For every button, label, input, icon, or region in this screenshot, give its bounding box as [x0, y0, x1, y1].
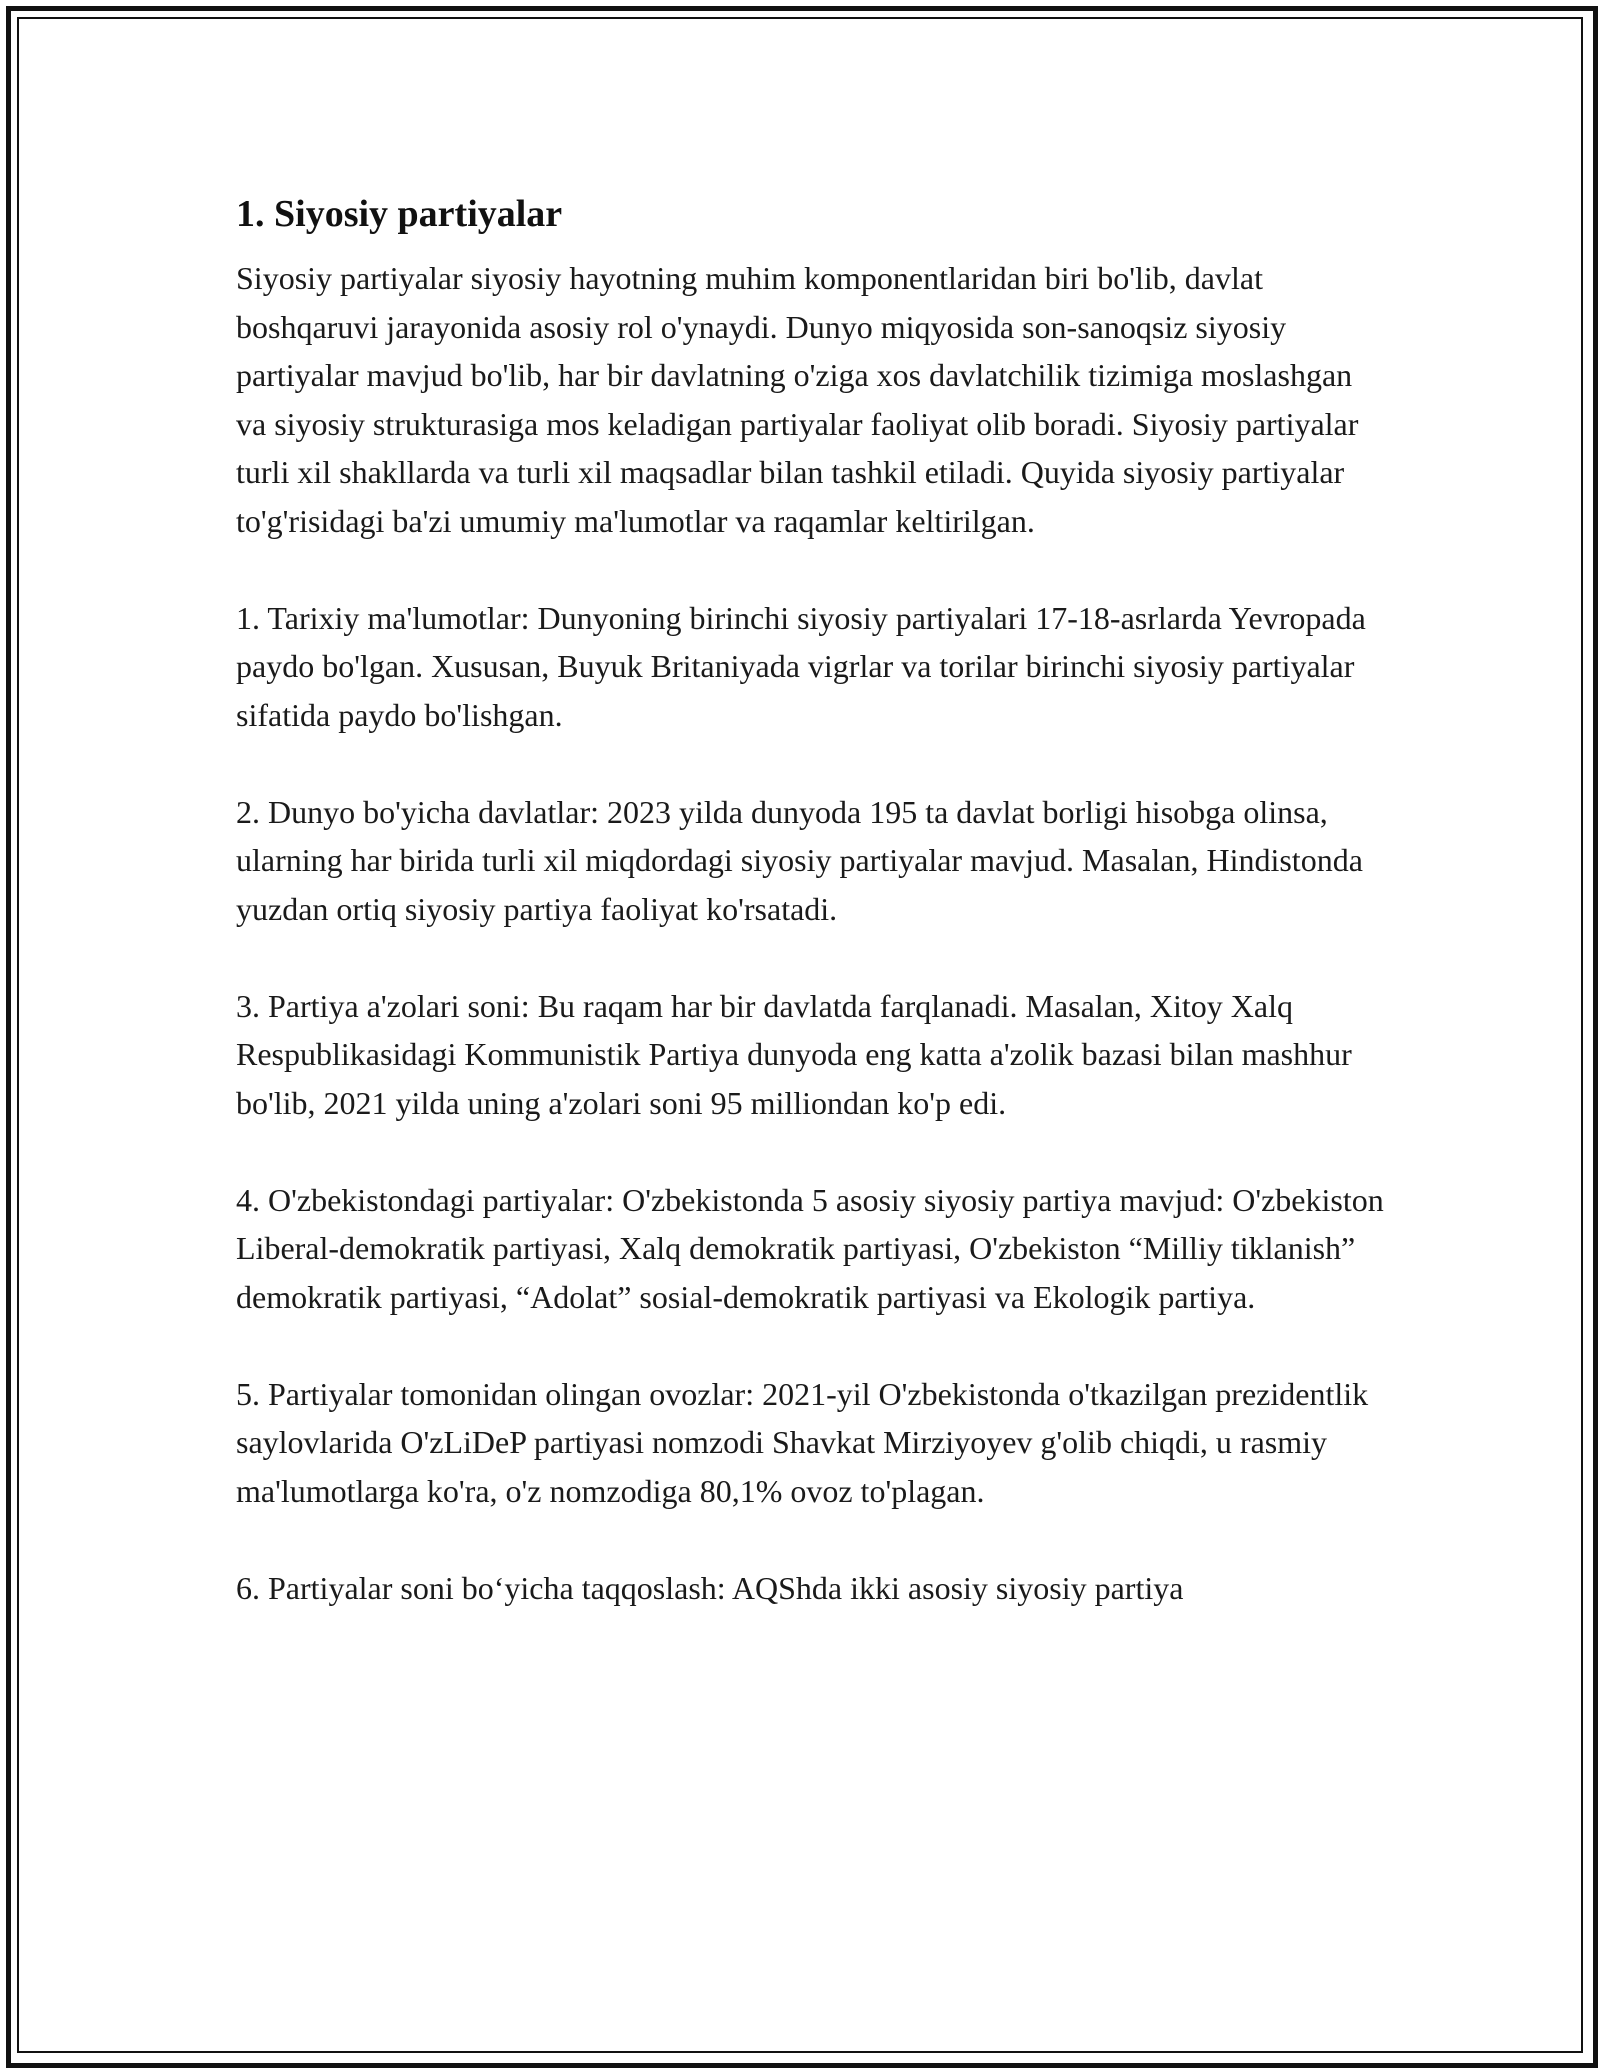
paragraph-uzbekistan-parties: 4. O'zbekistondagi partiyalar: O'zbekistonda 5 asosiy siyosiy partiya mavjud: O'zbekiston Liberal-demokratik partiyasi, Xalq demokratik partiyasi, O'zbekiston “Milliy tiklanish” demokratik partiyasi, “Adolat” sosial-demokratik partiyasi va Ekologik partiya.	[236, 1181, 1384, 1315]
section-heading: 1. Siyosiy partiyalar	[236, 193, 563, 235]
paragraph-party-members: 3. Partiya a'zolari soni: Bu raqam har bir davlatda farqlanadi. Masalan, Xitoy Xalq Respublikasidagi Kommunistik Partiya dunyoda eng katta a'zolik bazasi bilan mashhur bo'lib, 2021 yilda uning a'zolari soni 95 milliondan ko'p edi.	[236, 987, 1352, 1121]
paragraph-historical-info: 1. Tarixiy ma'lumotlar: Dunyoning birinchi siyosiy partiyalari 17-18-asrlarda Yevropada paydo bo'lgan. Xususan, Buyuk Britaniyada vigrlar va torilar birinchi siyosiy partiyalar sifatida paydo bo'lishgan.	[236, 599, 1366, 733]
document-body	[236, 186, 1386, 1612]
paragraph-world-states: 2. Dunyo bo'yicha davlatlar: 2023 yilda dunyoda 195 ta davlat borligi hisobga olinsa, ularning har birida turli xil miqdordagi siyosiy partiyalar mavjud. Masalan, Hindistonda yuzdan ortiq siyosiy partiya faoliyat ko'rsatadi.	[236, 793, 1363, 927]
paragraph-votes: 5. Partiyalar tomonidan olingan ovozlar: 2021-yil O'zbekistonda o'tkazilgan prezidentlik saylovlarida O'zLiDeP partiyasi nomzodi Shavkat Mirziyoyev g'olib chiqdi, u rasmiy ma'lumotlarga ko'ra, o'z nomzodiga 80,1% ovoz to'plagan.	[236, 1375, 1369, 1509]
paragraph-party-comparison: 6. Partiyalar soni bo‘yicha taqqoslash: AQShda ikki asosiy siyosiy partiya	[236, 1569, 1184, 1606]
intro-paragraph: Siyosiy partiyalar siyosiy hayotning muhim komponentlaridan biri bo'lib, davlat boshqaruvi jarayonida asosiy rol o'ynaydi. Dunyo miqyosida son-sanoqsiz siyosiy partiyalar mavjud bo'lib, har bir davlatning o'ziga xos davlatchilik tizimiga moslashgan va siyosiy strukturasiga mos keladigan partiyalar faoliyat olib boradi. Siyosiy partiyalar turli xil shakllarda va turli xil maqsadlar bilan tashkil etiladi. Quyida siyosiy partiyalar to'g'risidagi ba'zi umumiy ma'lumotlar va raqamlar keltirilgan.	[236, 260, 1359, 539]
